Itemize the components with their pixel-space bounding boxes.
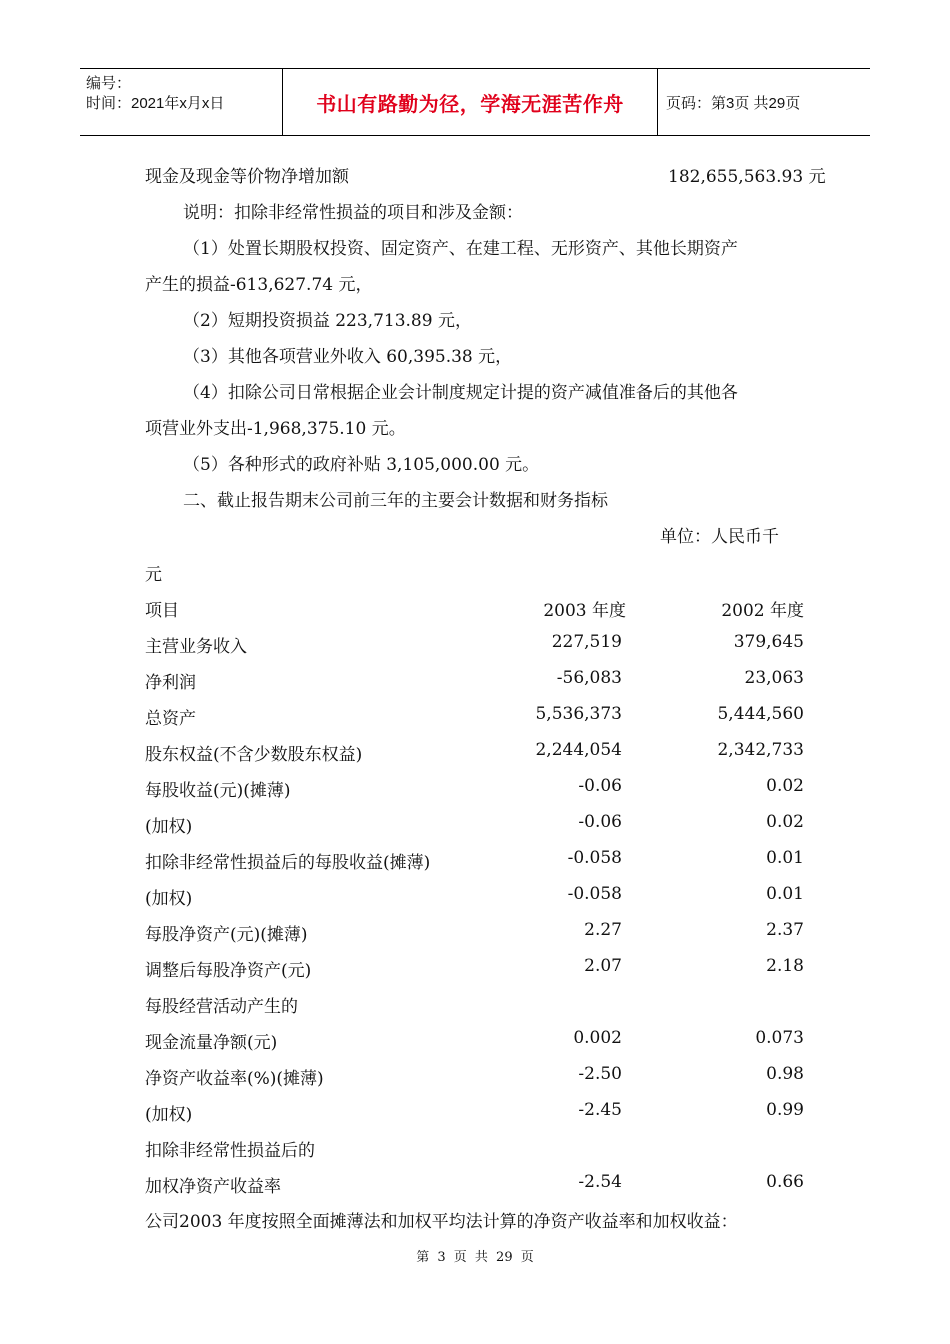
table-cell-2003: -56,083 bbox=[556, 668, 622, 688]
table-cell-2002: 0.02 bbox=[766, 776, 804, 796]
table-cell-label: (加权) bbox=[145, 889, 193, 909]
table-cell-2002: 0.01 bbox=[766, 884, 804, 904]
table-cell-label: (加权) bbox=[145, 817, 193, 837]
table-cell-label: 调整后每股净资产(元) bbox=[145, 961, 312, 981]
table-cell-2002: 0.01 bbox=[766, 848, 804, 868]
table-cell-2003: 2,244,054 bbox=[535, 740, 622, 760]
header-slogan-cell bbox=[282, 69, 658, 135]
table-cell-2003: -0.058 bbox=[567, 884, 622, 904]
table-header-2003: 2003 年度 bbox=[543, 601, 626, 621]
table-cell-2002: 2,342,733 bbox=[717, 740, 804, 760]
table-cell-2003: -2.50 bbox=[578, 1064, 622, 1084]
table-cell-label: 每股收益(元)(摊薄) bbox=[145, 781, 291, 801]
table-cell-label: 净资产收益率(%)(摊薄) bbox=[145, 1069, 324, 1089]
table-cell-label: (加权) bbox=[145, 1105, 193, 1125]
note-item-1-line-1: （1）处置长期股权投资、固定资产、在建工程、无形资产、其他长期资产 bbox=[183, 239, 738, 259]
table-header-2002: 2002 年度 bbox=[721, 601, 804, 621]
section-title: 二、截止报告期末公司前三年的主要会计数据和财务指标 bbox=[183, 491, 608, 511]
footer-page-number: 第 3 页 共 29 页 bbox=[416, 1250, 534, 1265]
table-cell-label: 总资产 bbox=[145, 709, 196, 729]
page-footer bbox=[0, 1246, 950, 1265]
table-cell-2002: 0.99 bbox=[766, 1100, 804, 1120]
table-cell-2003: 2.27 bbox=[584, 920, 622, 940]
note-item-1-line-2: 产生的损益-613,627.74 元， bbox=[145, 275, 373, 295]
table-cell-2003: -0.058 bbox=[567, 848, 622, 868]
table-cell-2002: 2.18 bbox=[766, 956, 804, 976]
table-cell-2002: 0.02 bbox=[766, 812, 804, 832]
table-cell-label: 股东权益(不含少数股东权益) bbox=[145, 745, 363, 765]
table-cell-2002: 5,444,560 bbox=[717, 704, 804, 724]
table-cell-label: 净利润 bbox=[145, 673, 196, 693]
note-item-3: （3）其他各项营业外收入 60,395.38 元， bbox=[183, 347, 513, 367]
note-item-5: （5）各种形式的政府补贴 3,105,000.00 元。 bbox=[183, 455, 540, 475]
table-cell-2002: 379,645 bbox=[733, 632, 804, 652]
table-cell-label: 现金流量净额(元) bbox=[145, 1033, 278, 1053]
note-title: 说明：扣除非经常性损益的项目和涉及金额： bbox=[183, 203, 523, 223]
table-cell-label: 加权净资产收益率 bbox=[145, 1177, 281, 1197]
unit-label: 单位：人民币千 bbox=[660, 527, 779, 547]
cash-increase-label: 现金及现金等价物净增加额 bbox=[145, 167, 349, 187]
table-cell-2003: -2.45 bbox=[578, 1100, 622, 1120]
table-cell-2003: 2.07 bbox=[584, 956, 622, 976]
table-cell-2002: 0.98 bbox=[766, 1064, 804, 1084]
table-cell-label: 扣除非经常性损益后的 bbox=[145, 1141, 315, 1161]
table-cell-2002: 2.37 bbox=[766, 920, 804, 940]
table-cell-2003: 227,519 bbox=[551, 632, 622, 652]
table-cell-2002: 0.66 bbox=[766, 1172, 804, 1192]
header-meta bbox=[80, 69, 282, 135]
cash-increase-value: 182,655,563.93 元 bbox=[668, 167, 826, 187]
table-cell-label: 扣除非经常性损益后的每股收益(摊薄) bbox=[145, 853, 431, 873]
note-item-4-line-1: （4）扣除公司日常根据企业会计制度规定计提的资产减值准备后的其他各 bbox=[183, 383, 738, 403]
table-cell-label: 每股经营活动产生的 bbox=[145, 997, 298, 1017]
table-cell-2003: -2.54 bbox=[578, 1172, 622, 1192]
table-cell-2003: 0.002 bbox=[573, 1028, 622, 1048]
table-cell-2002: 0.073 bbox=[755, 1028, 804, 1048]
closing-paragraph: 公司2003 年度按照全面摊薄法和加权平均法计算的净资产收益率和加权收益： bbox=[145, 1212, 738, 1232]
table-cell-label: 每股净资产(元)(摊薄) bbox=[145, 925, 308, 945]
doc-time-label: 时间：2021年x月x日 bbox=[86, 95, 225, 112]
table-cell-label: 主营业务收入 bbox=[145, 637, 247, 657]
table-cell-2003: -0.06 bbox=[578, 776, 622, 796]
doc-number-label: 编号： bbox=[86, 75, 132, 92]
table-cell-2003: 5,536,373 bbox=[535, 704, 622, 724]
header-page-label: 页码：第3页 共29页 bbox=[666, 94, 801, 112]
note-item-4-line-2: 项营业外支出-1,968,375.10 元。 bbox=[145, 419, 406, 439]
table-cell-2003: -0.06 bbox=[578, 812, 622, 832]
unit-label-continued: 元 bbox=[145, 565, 162, 585]
header-slogan: 书山有路勤为径，学海无涯苦作舟 bbox=[316, 93, 624, 116]
table-header-item: 项目 bbox=[145, 601, 179, 621]
header-page-cell bbox=[656, 69, 870, 135]
table-cell-2002: 23,063 bbox=[744, 668, 804, 688]
page-header bbox=[80, 68, 870, 136]
note-item-2: （2）短期投资损益 223,713.89 元， bbox=[183, 311, 472, 331]
